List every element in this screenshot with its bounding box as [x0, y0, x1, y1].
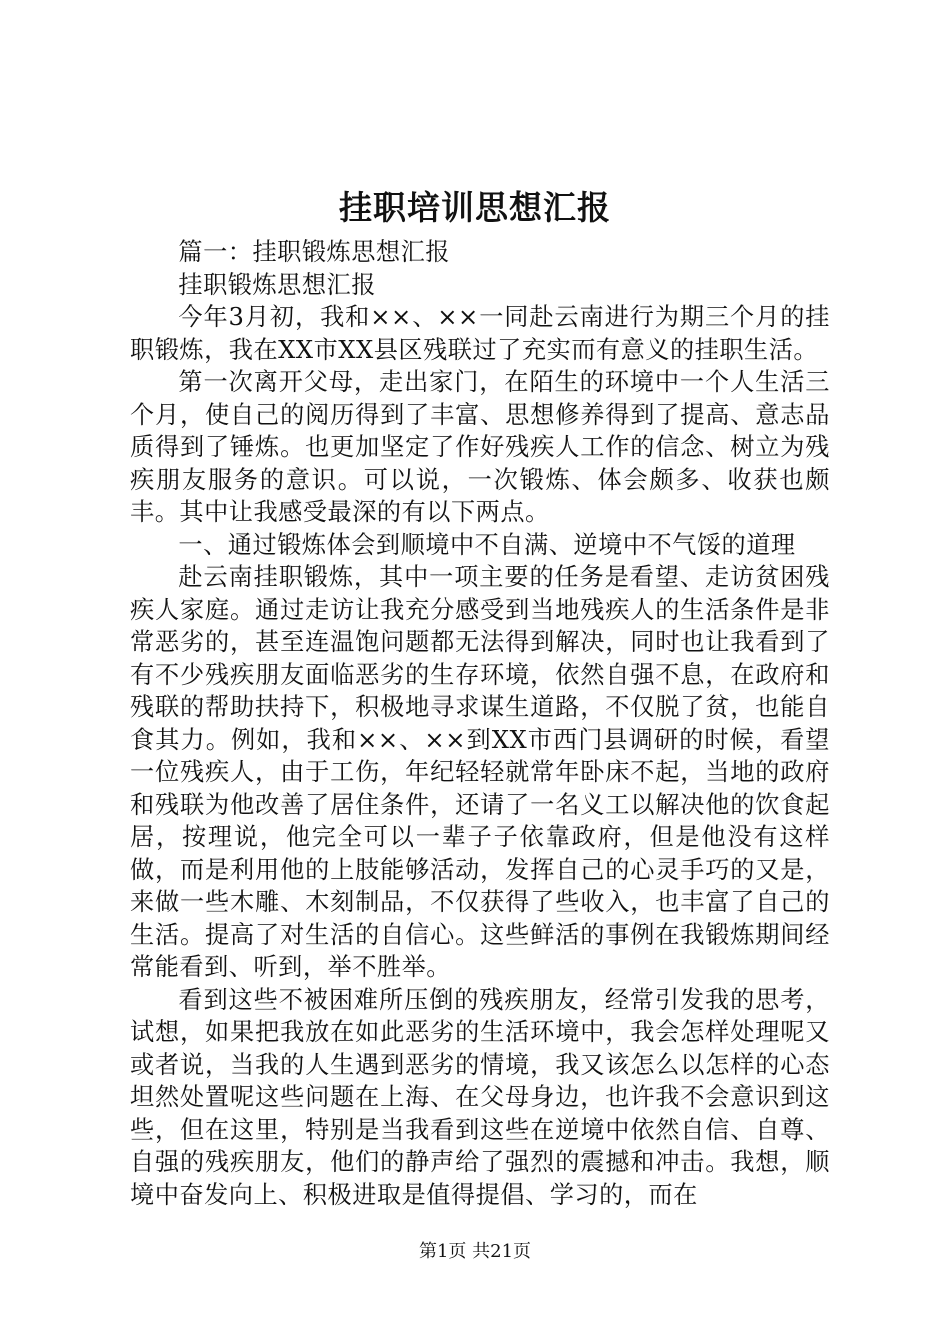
document-title: 挂职培训思想汇报	[339, 188, 611, 227]
body-paragraph: 第一次离开父母，走出家门，在陌生的环境中一个人生活三个月，使自己的阅历得到了丰富、思想修养得到了提高、意志品质得到了锤炼。也更加坚定了作好残疾人工作的信念、树立为残疾朋友服务的意识。可以说，一次锻炼、体会颇多、收获也颇丰。其中让我感受最深的有以下两点。	[130, 368, 830, 526]
body-paragraph: 看到这些不被困难所压倒的残疾朋友，经常引发我的思考，试想，如果把我放在如此恶劣的生活环境中，我会怎样处理呢又或者说，当我的人生遇到恶劣的情境，我又该怎么以怎样的心态坦然处置呢这些问题在上海、在父母身边，也许我不会意识到这些，但在这里，特别是当我看到这些在逆境中依然自信、自尊、自强的残疾朋友，他们的静声给了强烈的震撼和冲击。我想，顺境中奋发向上、积极进取是值得提倡、学习的，而在	[130, 985, 830, 1209]
body-paragraph: 赴云南挂职锻炼，其中一项主要的任务是看望、走访贫困残疾人家庭。通过走访让我充分感受到当地残疾人的生活条件是非常恶劣的，甚至连温饱问题都无法得到解决，同时也让我看到了有不少残疾朋友面临恶劣的生存环境，依然自强不息，在政府和残联的帮助扶持下，积极地寻求谋生道路，不仅脱了贫，也能自食其力。例如，我和××、××到XX市西门县调研的时候，看望一位残疾人，由于工伤，年纪轻轻就常年卧床不起，当地的政府和残联为他改善了居住条件，还请了一名义工以解决他的饮食起居，按理说，他完全可以一辈子子依靠政府，但是他没有这样做，而是利用他的上肢能够活动，发挥自己的心灵手巧的又是，来做一些木雕、木刻制品，不仅获得了些收入，也丰富了自己的生活。提高了对生活的自信心。这些鲜活的事例在我锻炼期间经常能看到、听到，举不胜举。	[130, 563, 830, 981]
point-heading: 一、通过锻炼体会到顺境中不自满、逆境中不气馁的道理	[178, 530, 796, 559]
section-heading: 篇一：挂职锻炼思想汇报	[178, 238, 450, 266]
body-paragraph: 今年3月初，我和××、××一同赴云南进行为期三个月的挂职锻炼，我在XX市XX县区残联过了充实而有意义的挂职生活。	[130, 303, 830, 364]
document-body	[130, 236, 830, 1211]
subsection-heading: 挂职锻炼思想汇报	[178, 270, 376, 299]
page-footer: 第1页 共21页	[418, 1241, 532, 1262]
